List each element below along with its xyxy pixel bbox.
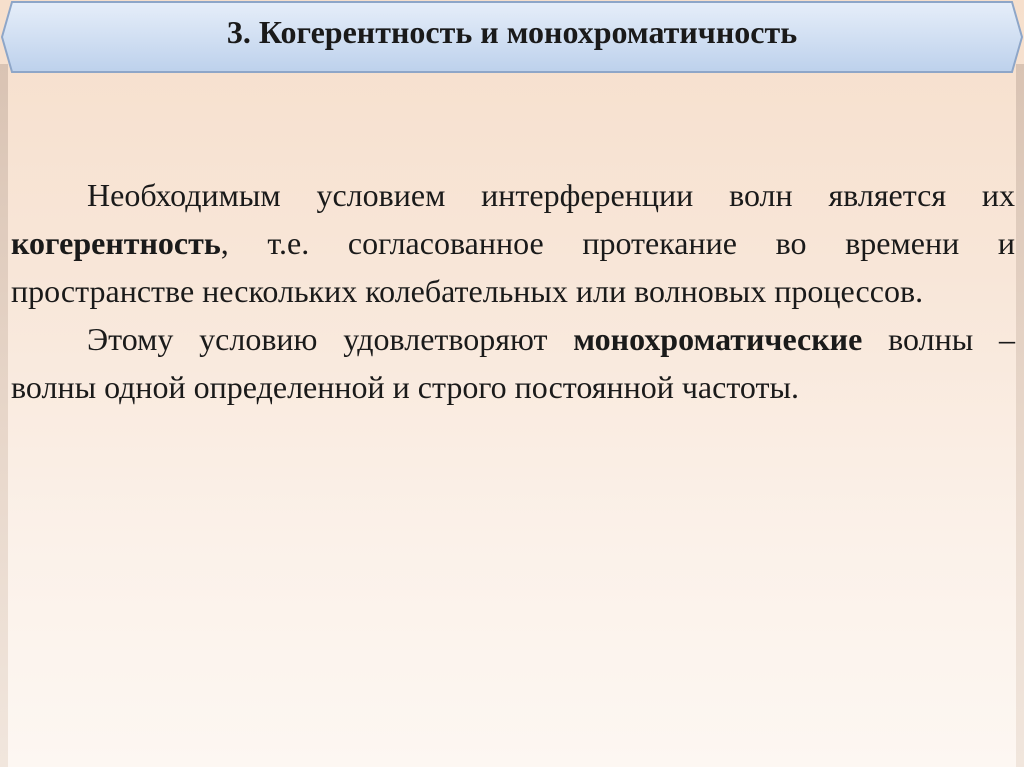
page-title: 3. Когерентность и монохроматичность [226,14,798,50]
paragraph-coherence-text-end: , т.е. согласованное протекание во времени и пространстве нескольких колебательных или волновых процессов. [11,225,1015,309]
paragraph-coherence-text-start: Необходимым условием интерференции волн является их [87,177,1015,213]
right-edge-strip [1016,64,1024,767]
paragraph-coherence [11,171,1015,315]
paragraph-monochromatic-text-end: волны – волны одной определенной и строго постоянной частоты. [11,321,1016,405]
term-coherence: когерентность [11,225,221,261]
title-banner [0,0,1024,74]
term-monochromatic: монохроматические [573,321,863,357]
paragraph-monochromatic [11,315,1015,411]
slide-body [11,171,1015,411]
left-edge-strip [0,64,8,767]
paragraph-monochromatic-text-start: Этому условию удовлетворяют [87,321,574,357]
